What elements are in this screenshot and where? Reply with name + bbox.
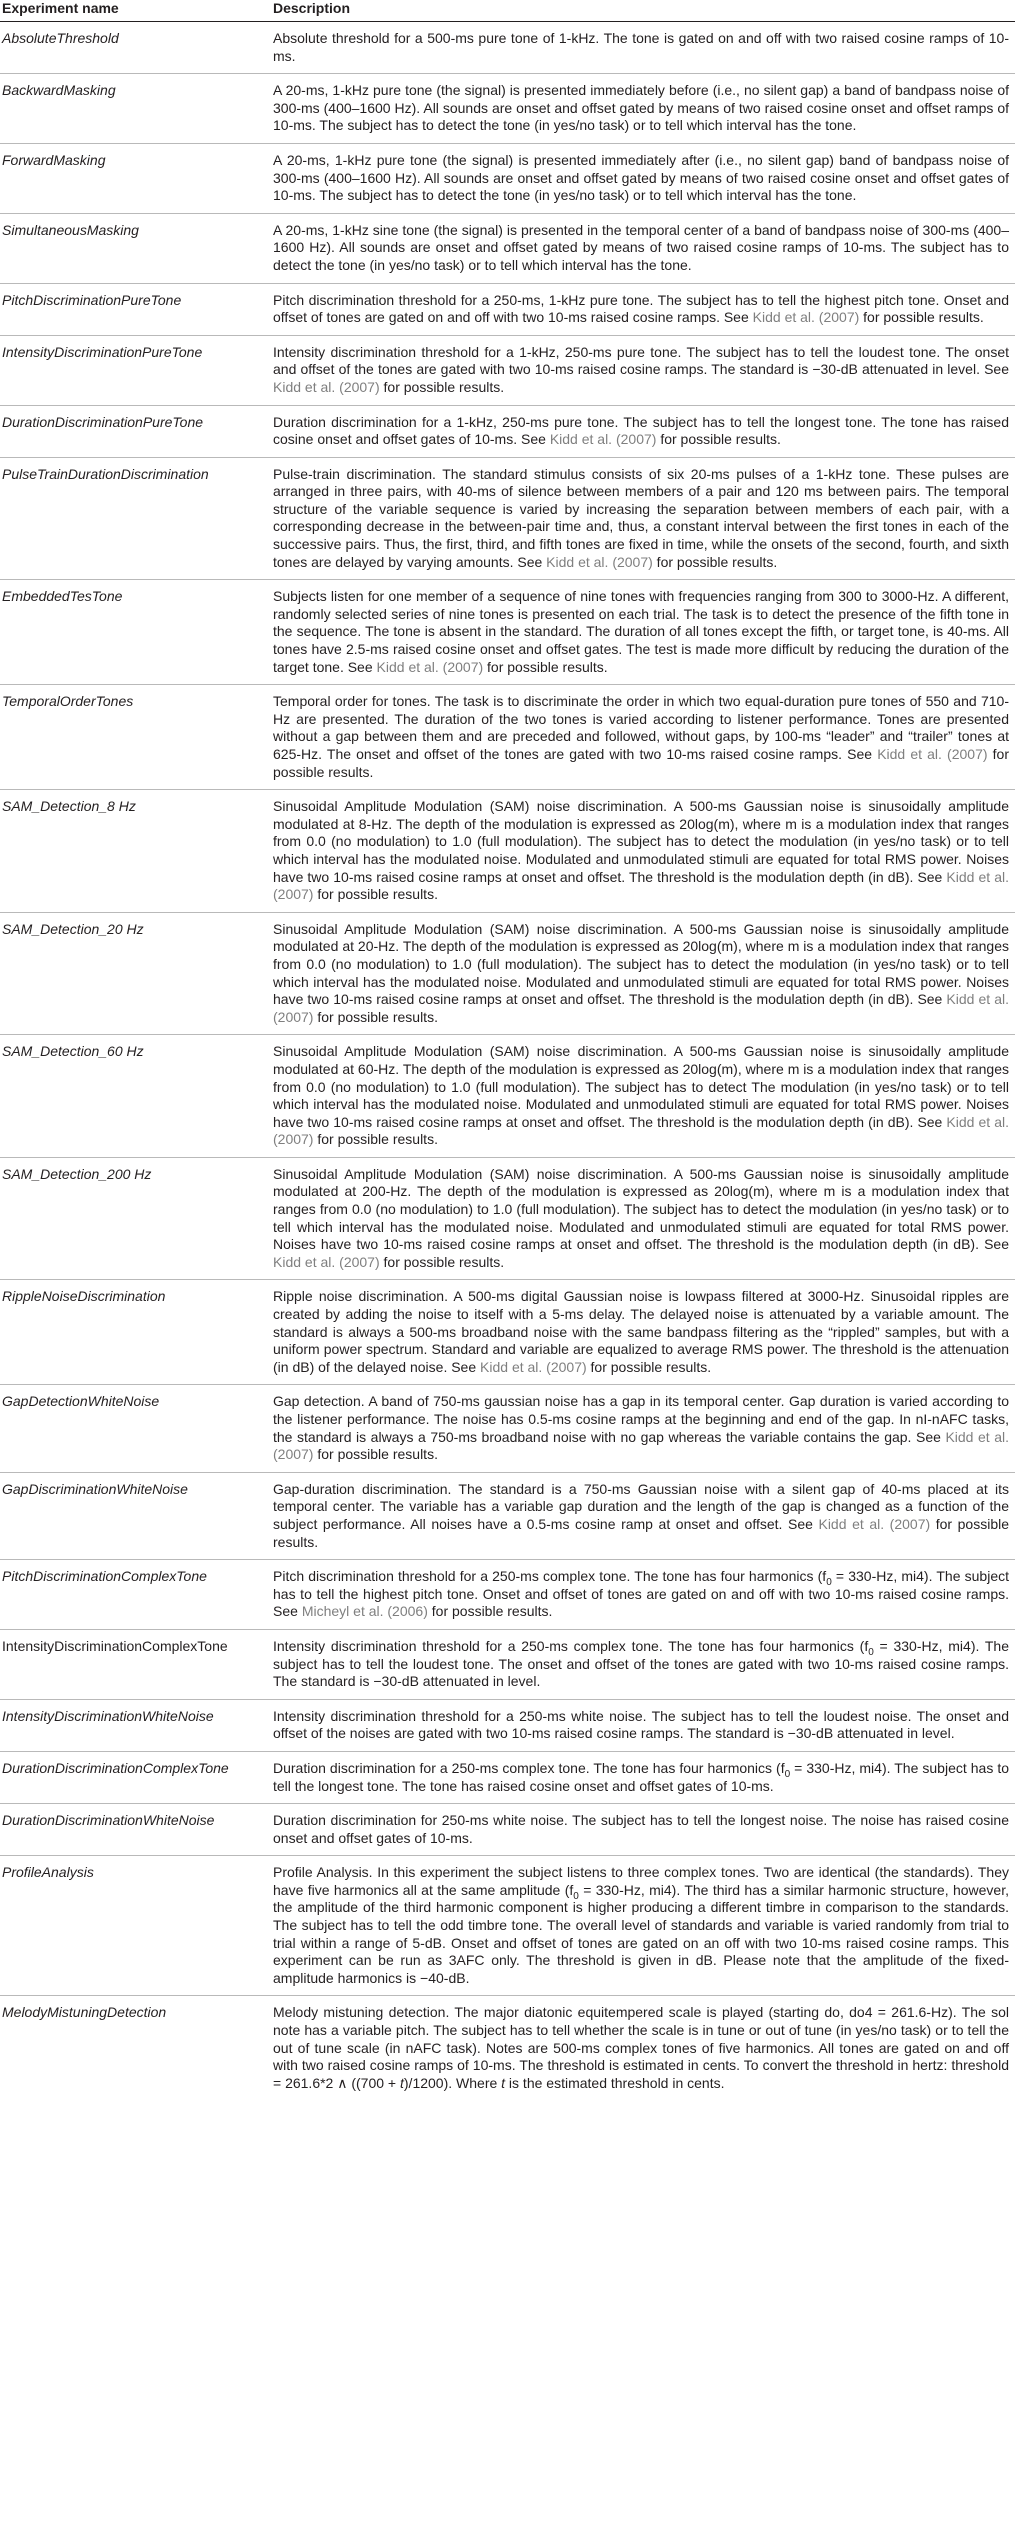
table-row bbox=[0, 1560, 1015, 1630]
experiment-name-cell: IntensityDiscriminationComplexTone bbox=[0, 1629, 273, 1699]
experiment-description-cell bbox=[273, 405, 1015, 457]
table-row bbox=[0, 283, 1015, 335]
description-text: Melody mistuning detection. The major diatonic equitempered scale is played (starting do, do4 = 261.6-Hz). The sol note has a variable pitch. The subject has to tell whether the scale is in tune or out of tune (in yes/no task) or to tell the out of tune scale (in nAFC task). Notes are 500-ms complex tones of five harmonics. All tones are gated on and off with two raised cosine ramps of 10-ms. The threshold is estimated in cents. To convert the threshold in hertz: threshold = 261.6*2 ∧ ((700 + bbox=[273, 2004, 1009, 2091]
reference-citation: Kidd et al. (2007) bbox=[273, 868, 1009, 903]
table-row bbox=[0, 1157, 1015, 1280]
table-row bbox=[0, 685, 1015, 790]
experiment-name-cell: AbsoluteThreshold bbox=[0, 22, 273, 74]
reference-citation: Kidd et al. (2007) bbox=[273, 991, 1009, 1025]
table-row bbox=[0, 335, 1015, 405]
table-row bbox=[0, 912, 1015, 1035]
description-text: Pitch discrimination threshold for a 250-ms complex tone. The tone has four harmonics (f bbox=[273, 1568, 827, 1585]
description-text: Temporal order for tones. The task is to discriminate the order in which two equal-duration pure tones of 550 and 710-Hz are presented. The duration of the two tones is varied according to listener performance. Tones are presented without a gap between them and are preceded and followed, without gaps, by 100-ms “leader” and “trailer” tones at 625-Hz. The onset and offset of the tones are gated with two 10-ms raised cosine ramps. See bbox=[273, 693, 1009, 762]
reference-citation: Kidd et al. (2007) bbox=[376, 658, 484, 675]
description-text: Absolute threshold for a 500-ms pure tone of 1-kHz. The tone is gated on and off with two raised cosine ramps of 10-ms. bbox=[273, 30, 1009, 64]
experiment-name-cell: ProfileAnalysis bbox=[0, 1856, 273, 1996]
description-text: = 330-Hz, mi4). The subject has to tell the longest tone. The tone has raised cosine onset and offset gates of 10-ms. bbox=[273, 1759, 1010, 1794]
subscript-text: 0 bbox=[573, 1890, 579, 1902]
experiment-name-cell: SAM_Detection_60 Hz bbox=[0, 1035, 273, 1158]
table-row bbox=[0, 1804, 1015, 1856]
experiment-description-cell bbox=[273, 213, 1015, 283]
experiment-description-cell bbox=[273, 1856, 1015, 1996]
experiment-description-cell bbox=[273, 457, 1015, 580]
description-text: = 330-Hz, mi4). The subject has to tell the loudest tone. The onset and offset of the tones are gated with two 10-ms raised cosine ramps. The standard is −30-dB attenuated in level. bbox=[273, 1637, 1009, 1690]
table-row bbox=[0, 1472, 1015, 1559]
description-text: for possible results. bbox=[483, 658, 608, 675]
description-text: Duration discrimination for a 1-kHz, 250-ms pure tone. The subject has to tell the longest tone. The tone has raised cosine onset and offset gates of 10-ms. See bbox=[273, 413, 1009, 448]
description-text: for possible results. bbox=[313, 886, 438, 903]
reference-citation: Kidd et al. (2007) bbox=[273, 1428, 1009, 1463]
description-text: for possible results. bbox=[273, 746, 1009, 780]
experiment-name-cell: GapDiscriminationWhiteNoise bbox=[0, 1472, 273, 1559]
experiment-description-cell bbox=[273, 1035, 1015, 1158]
reference-citation: Kidd et al. (2007) bbox=[549, 431, 657, 448]
description-text: Pitch discrimination threshold for a 250-ms, 1-kHz pure tone. The subject has to tell the highest pitch tone. Onset and offset of tones are gated on and off with two 10-ms raised cosine ramps. See bbox=[273, 291, 1009, 326]
reference-citation: Kidd et al. (2007) bbox=[877, 746, 988, 762]
description-text: for possible results. bbox=[313, 1131, 438, 1148]
experiment-name-cell: IntensityDiscriminationWhiteNoise bbox=[0, 1699, 273, 1751]
table-row bbox=[0, 213, 1015, 283]
experiment-description-cell bbox=[273, 1996, 1015, 2100]
description-text: = 330-Hz, mi4). The third has a similar harmonic structure, however, the amplitude of the third harmonic component is higher producing a different timbre in comparison to the standards. The subject has to tell the odd timbre tone. The overall level of standards and variable is varied randomly from trial to trial within a range of 5-dB. Onset and offset of tones are gated on an off with two 10-ms raised cosine ramps. This experiment can be run as 3AFC only. The threshold is given in dB. Please note that the amplitude of the fixed-amplitude harmonics is −40-dB. bbox=[273, 1881, 1009, 1986]
description-text: Subjects listen for one member of a sequence of nine tones with frequencies ranging from 300 to 3000-Hz. A different, randomly selected series of nine tones is presented on each trial. The task is to detect the presence of the fifth tone in the sequence. The tone is absent in the standard. The duration of all tones except the fifth, or target tone, is 40-ms. All tones have 2.5-ms raised cosine onset and offset gates. The test is made more difficult by reducing the duration of the target tone. See bbox=[273, 588, 1009, 675]
experiment-name-cell: PitchDiscriminationPureTone bbox=[0, 283, 273, 335]
reference-citation: Kidd et al. (2007) bbox=[480, 1358, 587, 1375]
description-text: Gap-duration discrimination. The standard is a 750-ms Gaussian noise with a silent gap of 40-ms placed at its temporal center. The variable has a variable gap duration and the length of the gap is changed as a function of the subject performance. All noises have a 0.5-ms cosine ramp at onset and offset. See bbox=[273, 1480, 1009, 1532]
experiment-name-cell: MelodyMistuningDetection bbox=[2, 2004, 167, 2021]
description-text: Sinusoidal Amplitude Modulation (SAM) noise discrimination. A 500-ms Gaussian noise is sinusoidally amplitude modulated at 8-Hz. The depth of the modulation is expressed as 20log(m), where m is a modulation index that ranges from 0.0 (no modulation) to 1.0 (full modulation). The subject has to detect the modulation (in yes/no task) or to tell which interval has the modulated noise. Modulated and unmodulated stimuli are equated for total RMS power. Noises have two 10-ms raised cosine ramps at onset and offset. The threshold is the modulation depth (in dB). See bbox=[273, 798, 1009, 885]
italic-variable: t bbox=[501, 2074, 506, 2091]
description-text: Intensity discrimination threshold for a 250-ms complex tone. The tone has four harmonics (f bbox=[273, 1637, 869, 1654]
experiment-description-cell bbox=[273, 1804, 1015, 1856]
experiment-name-cell: GapDetectionWhiteNoise bbox=[0, 1385, 273, 1472]
experiment-name-cell: DurationDiscriminationWhiteNoise bbox=[0, 1804, 273, 1856]
table-row bbox=[0, 405, 1015, 457]
description-text: Profile Analysis. In this experiment the subject listens to three complex tones. Two are identical (the standards). They have five harmonics all at the same amplitude (f bbox=[273, 1864, 1009, 1898]
experiment-description-cell bbox=[273, 22, 1015, 74]
description-text: Intensity discrimination threshold for a 1-kHz, 250-ms pure tone. The subject has to tell the loudest tone. The onset and offset of the tones are gated with two 10-ms raised cosine ramps. The standard is −30-dB attenuated in level. See bbox=[273, 343, 1009, 378]
description-text: Sinusoidal Amplitude Modulation (SAM) noise discrimination. A 500-ms Gaussian noise is sinusoidally amplitude modulated at 200-Hz. The depth of the modulation is expressed as 20log(m), where m is a modulation index that ranges from 0.0 (no modulation) to 1.0 (full modulation). The subject has to detect the modulation (in yes/no task) or to tell which interval has the modulated noise. Modulated and unmodulated stimuli are equated for total RMS power. Noises have two 10-ms raised cosine ramps at onset and offset. The threshold is the modulation depth (in dB). See bbox=[273, 1165, 1009, 1253]
description-text: Intensity discrimination threshold for a 250-ms white noise. The subject has to tell the loudest noise. The onset and offset of the noises are gated with two 10-ms raised cosine ramps. The standard is −30-dB attenuated in level. bbox=[273, 1707, 1009, 1742]
experiment-name-cell: IntensityDiscriminationPureTone bbox=[0, 335, 273, 405]
experiment-name-cell: DurationDiscriminationPureTone bbox=[0, 405, 273, 457]
description-text: for possible results. bbox=[379, 1253, 505, 1270]
description-text: Duration discrimination for a 250-ms complex tone. The tone has four harmonics (f bbox=[273, 1759, 785, 1776]
reference-citation: Micheyl et al. (2006) bbox=[301, 1603, 428, 1620]
experiment-name-cell: ForwardMasking bbox=[0, 143, 273, 213]
experiment-description-cell bbox=[273, 1560, 1015, 1630]
table-row bbox=[0, 790, 1015, 913]
description-text: for possible results. bbox=[652, 553, 778, 570]
reference-citation: Kidd et al. (2007) bbox=[273, 1113, 1009, 1148]
experiment-description-cell bbox=[273, 74, 1015, 144]
experiment-description-cell bbox=[273, 580, 1015, 685]
experiment-description-cell bbox=[273, 1385, 1015, 1472]
experiment-name-cell: SAM_Detection_200 Hz bbox=[0, 1157, 273, 1280]
experiment-description-cell bbox=[273, 335, 1015, 405]
column-header-description: Description bbox=[273, 0, 1015, 22]
description-text: Duration discrimination for 250-ms white noise. The subject has to tell the longest noise. The noise has raised cosine onset and offset gates of 10-ms. bbox=[273, 1812, 1009, 1846]
table-body bbox=[0, 22, 1015, 2101]
reference-citation: Kidd et al. (2007) bbox=[752, 309, 860, 326]
experiment-description-cell bbox=[273, 685, 1015, 790]
experiment-name-cell: SAM_Detection_8 Hz bbox=[0, 790, 273, 913]
experiment-description-cell bbox=[273, 1751, 1015, 1803]
reference-citation: Kidd et al. (2007) bbox=[273, 378, 380, 395]
description-text: for possible results. bbox=[427, 1603, 553, 1620]
description-text: )/1200). Where bbox=[403, 2074, 502, 2091]
description-text: A 20-ms, 1-kHz sine tone (the signal) is presented in the temporal center of a band of bandpass noise of 300-ms (400–1600 Hz). All sounds are onset and offset gated by means of two raised cosine ramps of 10-ms. The subject has to detect the tone (in yes/no task) or to tell which interval has the tone. bbox=[273, 221, 1009, 273]
experiment-description-cell bbox=[273, 1280, 1015, 1385]
description-text: for possible results. bbox=[313, 1446, 438, 1463]
subscript-text: 0 bbox=[868, 1646, 874, 1658]
experiment-description-cell bbox=[273, 790, 1015, 913]
table-row bbox=[0, 143, 1015, 213]
experiment-name-cell: RippleNoiseDiscrimination bbox=[0, 1280, 273, 1385]
table-row bbox=[0, 1751, 1015, 1803]
description-text: for possible results. bbox=[859, 309, 984, 326]
experiment-description-cell bbox=[273, 1629, 1015, 1699]
reference-citation: Kidd et al. (2007) bbox=[818, 1515, 931, 1532]
table-row bbox=[0, 1035, 1015, 1158]
experiment-name-cell: TemporalOrderTones bbox=[0, 685, 273, 790]
experiment-description-cell bbox=[273, 912, 1015, 1035]
description-text: = 330-Hz, mi4). The subject has to tell the highest pitch tone. Onset and offset of tones are gated on and off with two 10-ms raised cosine ramps. See bbox=[273, 1568, 1010, 1620]
italic-variable: t bbox=[400, 2074, 404, 2091]
reference-citation: Kidd et al. (2007) bbox=[273, 1253, 380, 1270]
description-text: for possible results. bbox=[379, 378, 505, 395]
description-text: A 20-ms, 1-kHz pure tone (the signal) is presented immediately before (i.e., no silent gap) a band of bandpass noise of 300-ms (400–1600 Hz). All sounds are onset and offset gated by means of two raised cosine onset and offset ramps of 10-ms. The subject has to detect the tone (in yes/no task) or to tell which interval has the tone. bbox=[273, 82, 1009, 134]
table-row bbox=[0, 22, 1015, 74]
description-text: is the estimated threshold in cents. bbox=[505, 2074, 725, 2091]
description-text: for possible results. bbox=[656, 431, 781, 448]
reference-citation: Kidd et al. (2007) bbox=[546, 553, 653, 570]
experiment-name-cell: SimultaneousMasking bbox=[0, 213, 273, 283]
experiment-description-cell bbox=[273, 143, 1015, 213]
description-text: A 20-ms, 1-kHz pure tone (the signal) is presented immediately after (i.e., no silent gap) band of bandpass noise of 300-ms (400–1600 Hz). All sounds are onset and offset gated by means of two raised cosine onset and offset gates of 10-ms. The subject has to detect the tone (in yes/no task) or to tell which interval has the tone. bbox=[273, 151, 1009, 204]
subscript-text: 0 bbox=[826, 1576, 832, 1588]
description-text: for possible results. bbox=[313, 1008, 438, 1025]
experiment-name-cell: DurationDiscriminationComplexTone bbox=[0, 1751, 273, 1803]
table-header-row bbox=[0, 0, 1015, 22]
description-text: Ripple noise discrimination. A 500-ms digital Gaussian noise is lowpass filtered at 3000-Hz. Sinusoidal ripples are created by adding the noise to itself with a 5-ms delay. The delayed noise is attenuated by a variable amount. The standard is always a 500-ms broadband noise with the same bandpass filtering as the “rippled” samples, but with a uniform power spectrum. Standard and variable are equalized to average RMS power. The threshold is the attenuation (in dB) of the delayed noise. See bbox=[273, 1288, 1009, 1375]
description-text: Gap detection. A band of 750-ms gaussian noise has a gap in its temporal center. Gap duration is varied according to the listener performance. The noise has 0.5-ms cosine ramps at the beginning and end of the gap. In nI-nAFC tasks, the standard is always a 750-ms broadband noise with no gap whereas the variable contains the gap. See bbox=[273, 1393, 1009, 1445]
table-row bbox=[0, 1699, 1015, 1751]
description-text: Pulse-train discrimination. The standard stimulus consists of six 20-ms pulses of a 1-kHz tone. These pulses are arranged in three pairs, with 40-ms of silence between members of a pair and 120 ms between pairs. The temporal structure of the variable sequence is varied by increasing the separation between members of each pair, with a corresponding decrease in the between-pair time and, thus, a constant interval between the first tones in each of the successive pairs. Thus, the first, third, and fifth tones are fixed in time, while the onsets of the second, fourth, and sixth tones are delayed by varying amounts. See bbox=[273, 465, 1009, 570]
description-text: Sinusoidal Amplitude Modulation (SAM) noise discrimination. A 500-ms Gaussian noise is sinusoidally amplitude modulated at 60-Hz. The depth of the modulation is expressed as 20log(m), where m is a modulation index that ranges from 0.0 (no modulation) to 1.0 (full modulation). The subject has to detect The modulation (in yes/no task) or to tell which interval has the modulated noise. Modulated and unmodulated stimuli are equated for total RMS power. Noises have two 10-ms raised cosine ramps at onset and offset. The threshold is the modulation depth (in dB). See bbox=[273, 1043, 1009, 1130]
description-text: Sinusoidal Amplitude Modulation (SAM) noise discrimination. A 500-ms Gaussian noise is sinusoidally amplitude modulated at 20-Hz. The depth of the modulation is expressed as 20log(m), where m is a modulation index that ranges from 0.0 (no modulation) to 1.0 (full modulation). The subject has to detect the modulation (in yes/no task) or to tell which interval has the modulated noise. Modulated and unmodulated stimuli are equated for total RMS power. Noises have two 10-ms raised cosine ramps at onset and offset. The threshold is the modulation depth (in dB). See bbox=[273, 920, 1009, 1008]
experiment-name-cell: EmbeddedTesTone bbox=[0, 580, 273, 685]
description-text: for possible results. bbox=[586, 1358, 712, 1375]
table-row bbox=[0, 1629, 1015, 1699]
experiment-name-cell: SAM_Detection_20 Hz bbox=[0, 912, 273, 1035]
experiment-name-cell: PitchDiscriminationComplexTone bbox=[0, 1560, 273, 1630]
column-header-experiment-name: Experiment name bbox=[0, 0, 273, 22]
table-row bbox=[0, 1996, 1015, 2100]
experiment-name-cell: BackwardMasking bbox=[0, 74, 273, 144]
table-row bbox=[0, 1280, 1015, 1385]
description-text: for possible results. bbox=[273, 1515, 1010, 1550]
table-row bbox=[0, 580, 1015, 685]
experiment-description-cell bbox=[273, 1699, 1015, 1751]
table-row bbox=[0, 1385, 1015, 1472]
table-row bbox=[0, 74, 1015, 144]
table-row bbox=[0, 1856, 1015, 1996]
table-row bbox=[0, 457, 1015, 580]
experiment-description-cell bbox=[273, 1157, 1015, 1280]
experiment-description-cell bbox=[273, 283, 1015, 335]
experiment-description-cell bbox=[273, 1472, 1015, 1559]
subscript-text: 0 bbox=[784, 1768, 791, 1780]
experiment-name-cell: PulseTrainDurationDiscrimination bbox=[0, 457, 273, 580]
